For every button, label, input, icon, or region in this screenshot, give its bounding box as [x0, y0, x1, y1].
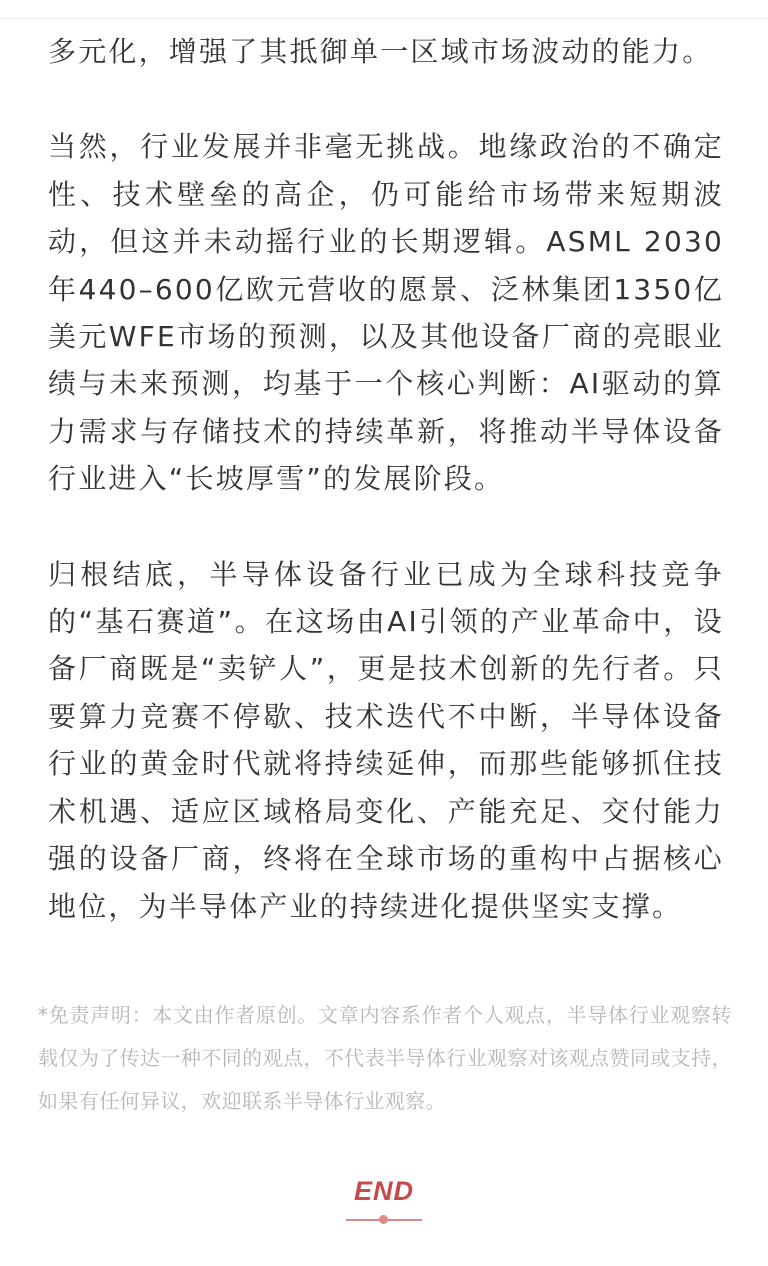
end-marker	[0, 1176, 768, 1207]
end-label: END	[353, 1176, 414, 1206]
end-dot-icon	[379, 1215, 388, 1224]
article-body	[48, 28, 724, 930]
top-divider	[0, 18, 768, 19]
disclaimer-text: *免责声明：本文由作者原创。文章内容系作者个人观点，半导体行业观察转载仅为了传达一种不同的观点，不代表半导体行业观察对该观点赞同或支持，如果有任何异议，欢迎联系半导体行业观察。	[38, 1003, 732, 1113]
article-paragraph-2: 当然，行业发展并非毫无挑战。地缘政治的不确定性、技术壁垒的高企，仍可能给市场带来短期波动，但这并未动摇行业的长期逻辑。ASML 2030年440–600亿欧元营收的愿景、泛林集团1350亿美元WFE市场的预测，以及其他设备厂商的亮眼业绩与未来预测，均基于一个核心判断：AI驱动的算力需求与存储技术的持续革新，将推动半导体设备行业进入“长坡厚雪”的发展阶段。	[48, 130, 724, 496]
article-paragraph-1: 多元化，增强了其抵御单一区域市场波动的能力。	[48, 35, 713, 68]
article-paragraph-3: 归根结底，半导体设备行业已成为全球科技竞争的“基石赛道”。在这场由AI引领的产业革命中，设备厂商既是“卖铲人”，更是技术创新的先行者。只要算力竞赛不停歇、技术迭代不中断，半导体设备行业的黄金时代就将持续延伸，而那些能够抓住技术机遇、适应区域格局变化、产能充足、交付能力强的设备厂商，终将在全球市场的重构中占据核心地位，为半导体产业的持续进化提供坚实支撑。	[48, 557, 724, 923]
